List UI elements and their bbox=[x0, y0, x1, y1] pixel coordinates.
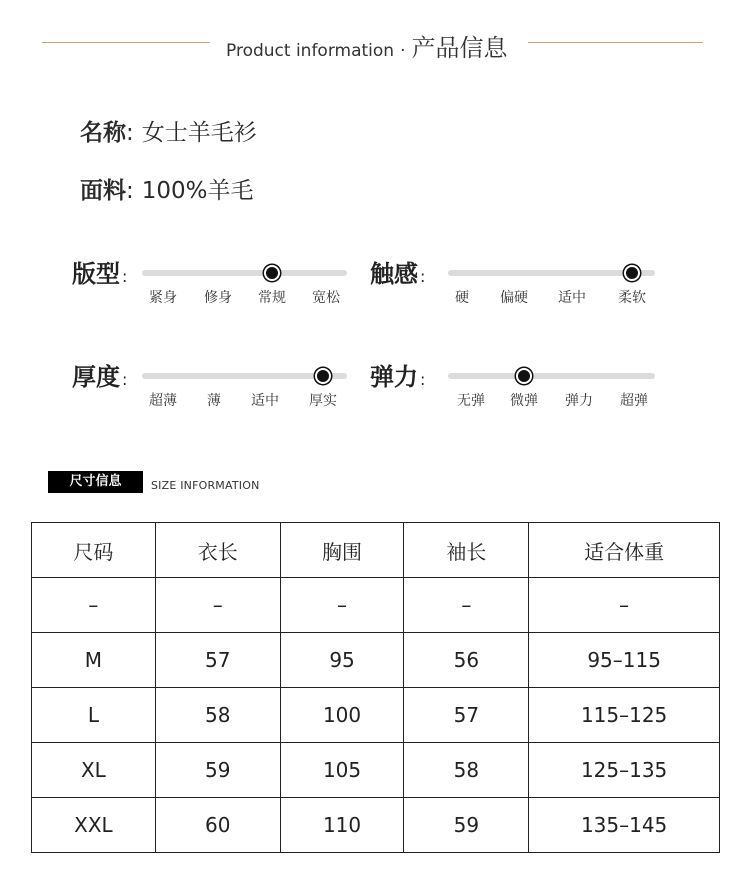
table-cell: 56 bbox=[404, 633, 529, 688]
slider-track bbox=[448, 373, 655, 379]
table-cell: 105 bbox=[280, 743, 404, 798]
slider-label-text: 厚度 bbox=[72, 363, 120, 391]
slider-tick-label: 适中 bbox=[558, 290, 586, 306]
size-table-header-row bbox=[32, 523, 720, 578]
table-cell: 135–145 bbox=[529, 798, 720, 853]
table-cell: M bbox=[32, 633, 156, 688]
table-cell: XL bbox=[32, 743, 156, 798]
slider-label-text: 版型 bbox=[72, 260, 120, 288]
table-cell: – bbox=[529, 578, 720, 633]
table-row bbox=[32, 743, 720, 798]
slider-3 bbox=[370, 357, 700, 417]
product-name-label: 名称 bbox=[80, 120, 126, 146]
slider-tick-label: 薄 bbox=[207, 393, 221, 409]
product-name-row bbox=[80, 114, 257, 147]
size-table-header: 适合体重 bbox=[529, 523, 720, 578]
slider-label bbox=[72, 357, 127, 392]
table-row bbox=[32, 688, 720, 743]
table-cell: – bbox=[32, 578, 156, 633]
slider-label bbox=[72, 254, 127, 289]
slider-tick-label: 超弹 bbox=[620, 393, 648, 409]
fabric-row bbox=[80, 172, 254, 205]
table-cell: – bbox=[404, 578, 529, 633]
slider-label bbox=[370, 254, 425, 289]
slider-knob bbox=[264, 265, 280, 281]
slider-label bbox=[370, 357, 425, 392]
table-row bbox=[32, 798, 720, 853]
slider-track bbox=[142, 270, 347, 276]
header-divider-left bbox=[42, 42, 210, 43]
table-cell: 58 bbox=[155, 688, 280, 743]
slider-0 bbox=[72, 254, 402, 314]
table-cell: 58 bbox=[404, 743, 529, 798]
table-cell: – bbox=[280, 578, 404, 633]
product-name-value: 女士羊毛衫 bbox=[141, 120, 257, 146]
slider-knob bbox=[315, 368, 331, 384]
slider-tick-label: 宽松 bbox=[312, 290, 340, 306]
slider-tick-label: 硬 bbox=[455, 290, 469, 306]
slider-label-colon: : bbox=[122, 267, 128, 286]
slider-knob bbox=[624, 265, 640, 281]
slider-tick-label: 微弹 bbox=[510, 393, 538, 409]
table-cell: L bbox=[32, 688, 156, 743]
table-cell: 95–115 bbox=[529, 633, 720, 688]
size-info-subtitle: SIZE INFORMATION bbox=[151, 479, 260, 492]
slider-label-text: 弹力 bbox=[370, 363, 418, 391]
table-cell: 59 bbox=[404, 798, 529, 853]
slider-tick-label: 修身 bbox=[204, 290, 232, 306]
slider-label-colon: : bbox=[420, 370, 426, 389]
size-table-header: 尺码 bbox=[32, 523, 156, 578]
table-cell: 57 bbox=[155, 633, 280, 688]
fabric-label: 面料 bbox=[80, 178, 126, 204]
slider-tick-label: 常规 bbox=[258, 290, 286, 306]
slider-label-colon: : bbox=[420, 267, 426, 286]
header-title bbox=[226, 28, 507, 63]
table-row bbox=[32, 633, 720, 688]
slider-tick-label: 紧身 bbox=[149, 290, 177, 306]
header-separator: · bbox=[400, 41, 406, 61]
table-cell: XXL bbox=[32, 798, 156, 853]
slider-label-text: 触感 bbox=[370, 260, 418, 288]
size-table-header: 袖长 bbox=[404, 523, 529, 578]
header-title-zh: 产品信息 bbox=[411, 34, 508, 62]
header-divider-right bbox=[528, 42, 703, 43]
header-title-en: Product information bbox=[226, 41, 395, 61]
slider-label-colon: : bbox=[122, 370, 128, 389]
slider-2 bbox=[72, 357, 402, 417]
fabric-colon: : bbox=[126, 178, 134, 204]
slider-tick-label: 超薄 bbox=[149, 393, 177, 409]
table-cell: – bbox=[155, 578, 280, 633]
slider-tick-label: 无弹 bbox=[457, 393, 485, 409]
slider-tick-label: 偏硬 bbox=[500, 290, 528, 306]
slider-tick-label: 柔软 bbox=[618, 290, 646, 306]
fabric-value: 100%羊毛 bbox=[141, 178, 254, 204]
slider-tick-label: 弹力 bbox=[565, 393, 593, 409]
table-row bbox=[32, 578, 720, 633]
table-cell: 115–125 bbox=[529, 688, 720, 743]
table-cell: 57 bbox=[404, 688, 529, 743]
slider-knob bbox=[516, 368, 532, 384]
slider-tick-label: 厚实 bbox=[309, 393, 337, 409]
table-cell: 95 bbox=[280, 633, 404, 688]
size-table bbox=[31, 522, 720, 853]
slider-1 bbox=[370, 254, 700, 314]
table-cell: 110 bbox=[280, 798, 404, 853]
table-cell: 60 bbox=[155, 798, 280, 853]
slider-tick-label: 适中 bbox=[251, 393, 279, 409]
size-table-header: 胸围 bbox=[280, 523, 404, 578]
table-cell: 125–135 bbox=[529, 743, 720, 798]
table-cell: 100 bbox=[280, 688, 404, 743]
size-table-header: 衣长 bbox=[155, 523, 280, 578]
product-name-colon: : bbox=[126, 120, 134, 146]
product-info-header bbox=[0, 28, 750, 64]
size-info-tag: 尺寸信息 bbox=[48, 471, 143, 493]
table-cell: 59 bbox=[155, 743, 280, 798]
